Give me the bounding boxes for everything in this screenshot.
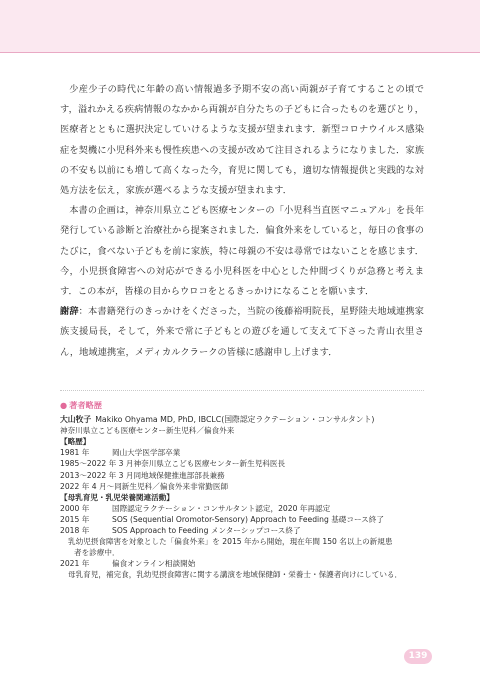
acknowledgements-text: ：本書籍発行のきっかけをくださった，当院の後藤裕明院長，星野陸夫地域連携家族支援局長，そして，外来で常に子どもとの遊びを通して支えて下さった青山衣里さん，地域連携室，メディカルクラークの皆様に感謝申し上げます．	[60, 306, 424, 358]
profile-section-title-text: 著者略歴	[69, 400, 102, 410]
author-affiliation: 神奈川県立こども医療センター新生児科／偏食外来	[60, 426, 235, 436]
activity-row	[60, 525, 424, 536]
activity-year: 2000 年	[60, 503, 90, 513]
activity-text: 偏食オンライン相談開始	[112, 559, 196, 569]
career-row	[60, 447, 424, 458]
activity-row	[60, 503, 424, 514]
career-year: 1985〜2022 年 3 月	[60, 459, 134, 469]
header-band	[0, 0, 480, 53]
career-year: 1981 年	[60, 448, 90, 458]
activity-year: 2021 年	[60, 559, 90, 569]
activity-text: SOS Approach to Feeding メンターシップコース終了	[112, 526, 301, 536]
author-profile	[60, 400, 424, 581]
career-text: 岡山大学医学部卒業	[112, 448, 181, 458]
profile-section-title	[60, 400, 424, 411]
author-credentials: Makiko Ohyama MD, PhD, IBCLC(国際認定ラクテーション・コンサルタント)	[95, 415, 375, 425]
career-text: 神奈川県立こども医療センター新生児科医長	[133, 459, 286, 469]
career-text: 同新生児科／偏食外来非常勤医師	[114, 481, 229, 491]
author-line	[60, 414, 424, 425]
activity-note-1-line-1: 乳幼児摂食障害を対象とした「偏食外来」を 2015 年から開始，現在年間 150 名以上の新規患	[68, 537, 393, 547]
activity-note-2: 母乳育児，補完食，乳幼児摂食障害に関する講演を地域保健師・栄養士・保護者向けにしている．	[68, 570, 403, 580]
activity-text: 国際認定ラクテーション・コンサルタント認定，2020 年再認定	[112, 503, 331, 513]
career-row	[60, 481, 424, 492]
career-year: 2022 年 4 月〜	[60, 481, 115, 491]
activity-year: 2015 年	[60, 514, 90, 524]
activity-text: SOS (Sequential Oromotor-Sensory) Approach to Feeding 基礎コース終了	[112, 514, 384, 524]
bullet-marker: ●	[60, 400, 68, 410]
acknowledgements-label: 謝辞	[60, 306, 79, 318]
activity-note-1-line-2: 者を診療中．	[74, 548, 120, 558]
preface-paragraph-2: 本書の企画は，神奈川県立こども医療センターの「小児科当直医マニュアル」を長年発行している診断と治療社から提案されました．偏食外来をしていると，毎日の食事のたびに，食べない子どもを前に家族，特に母親の不安は尋常ではないことを感じます．今，小児摂食障害への対応ができる小児科医を中心とした仲間づくりが急務と考えます．この本が，皆様の目からウロコをとるきっかけになることを願います．	[60, 205, 424, 298]
career-row	[60, 458, 424, 469]
page-number: 139	[404, 649, 432, 664]
career-row	[60, 470, 424, 481]
career-year: 2013〜2022 年 3 月	[60, 470, 134, 480]
activities-heading: 【母乳育児・乳児栄養関連活動】	[60, 492, 174, 502]
preface-paragraph-1: 少産少子の時代に年齢の高い情報過多予期不安の高い両親が子育てすることの頃です，溢れかえる疾病情報のなかから両親が自分たちの子どもに合ったものを選びとり，医療者とともに選択決定していけるような支援が望まれます．新型コロナウイルス感染症を契機に小児科外来も慢性疾患への支援が改めて注目されるようになりました．家族の不安も以前にも増して高くなった今，育児に関しても，適切な情報提供と実践的な対処方法を伝え，家族が選べるような支援が望まれます．	[60, 84, 424, 197]
author-name: 大山牧子	[60, 415, 92, 425]
activity-year: 2018 年	[60, 526, 90, 536]
activity-row	[60, 558, 424, 569]
preface-text	[60, 80, 424, 363]
acknowledgements	[60, 302, 424, 363]
career-heading: 【略歴】	[60, 437, 91, 447]
activity-row	[60, 514, 424, 525]
career-text: 同地域保健推進部部長兼務	[133, 470, 225, 480]
section-divider	[60, 390, 424, 391]
